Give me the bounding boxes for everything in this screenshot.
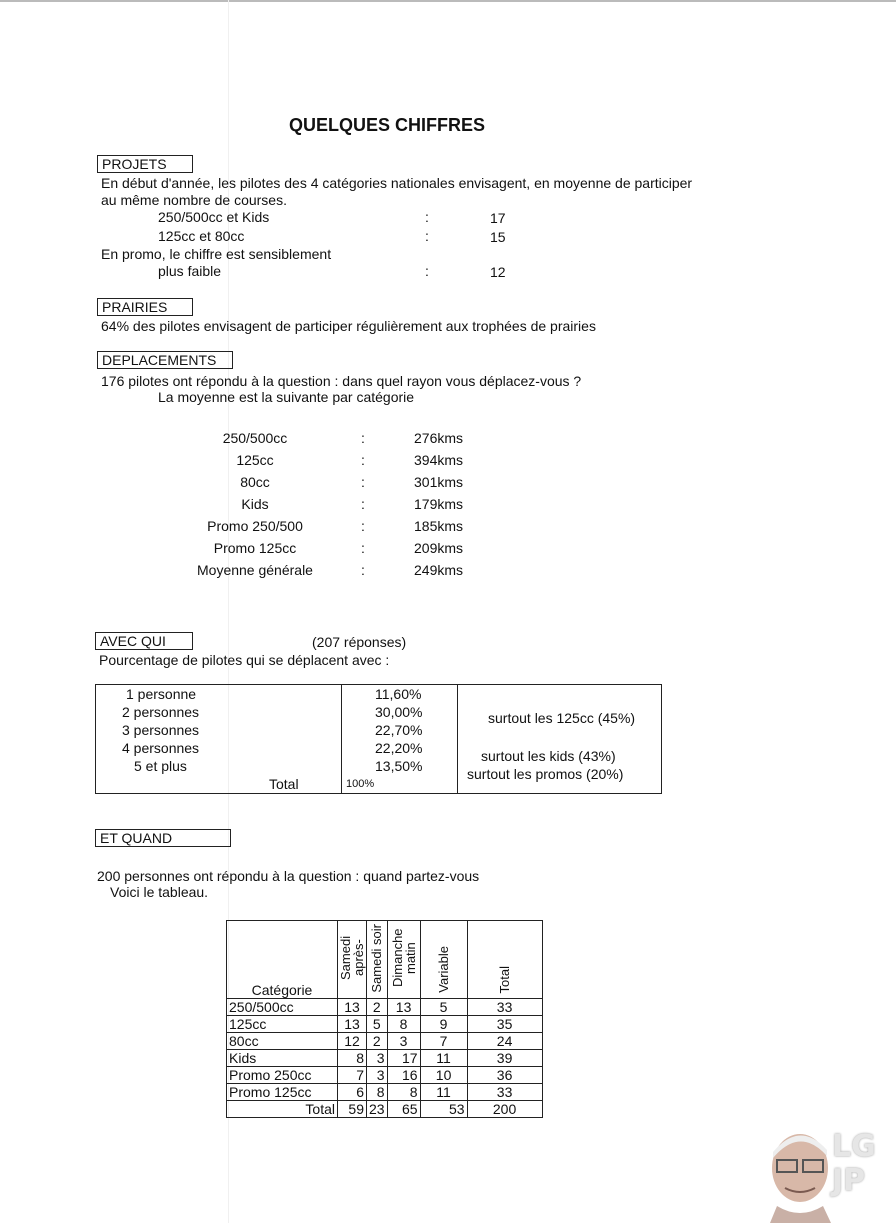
cell-total: 39 <box>467 1050 542 1067</box>
et-quand-heading: ET QUAND <box>95 829 231 847</box>
avec-qui-total-label: Total <box>269 776 299 792</box>
header-samedi-soir-text: Samedi soir <box>369 924 385 993</box>
avec-qui-label: 3 personnes <box>122 722 200 738</box>
cell-dimanche-matin: 16 <box>387 1067 420 1084</box>
deplacements-distance: 249kms <box>414 562 464 578</box>
scan-top-edge <box>0 0 896 2</box>
cell-samedi-apres: 8 <box>338 1050 367 1067</box>
projets-row-label: 125cc et 80cc <box>158 228 245 244</box>
deplacements-distance: 276kms <box>414 430 464 446</box>
cell-total: 35 <box>467 1016 542 1033</box>
table-row <box>227 999 543 1016</box>
avec-qui-label: 4 personnes <box>122 740 200 756</box>
avec-qui-note: surtout les kids (43%) <box>481 748 616 764</box>
deplacements-sep: : <box>361 452 365 468</box>
cell-variable: 5 <box>420 999 467 1016</box>
deplacements-heading: DEPLACEMENTS <box>97 351 233 369</box>
total-samedi-soir: 23 <box>367 1101 388 1118</box>
avec-qui-table <box>95 684 662 794</box>
cell-samedi-soir: 5 <box>367 1016 388 1033</box>
row-category: Promo 250cc <box>227 1067 338 1084</box>
deplacements-category: 250/500cc <box>222 430 288 446</box>
projets-row-label: 250/500cc et Kids <box>158 209 270 225</box>
avec-qui-note: surtout les promos (20%) <box>467 766 624 782</box>
cell-total: 33 <box>467 1084 542 1101</box>
deplacements-sep: : <box>361 518 365 534</box>
cell-samedi-soir: 8 <box>367 1084 388 1101</box>
projets-promo-line: En promo, le chiffre est sensiblement <box>101 246 332 262</box>
lgjp-logo: LG JP <box>832 1129 876 1198</box>
page-title: QUELQUES CHIFFRES <box>289 115 486 135</box>
deplacements-sep: : <box>361 474 365 490</box>
projets-row-sep: : <box>425 209 429 225</box>
avec-qui-percent: 22,20% <box>375 740 423 756</box>
et-quand-header-row <box>227 921 543 999</box>
table-row <box>227 1033 543 1050</box>
deplacements-line1: 176 pilotes ont répondu à la question : dans quel rayon vous déplacez-vous ? <box>101 373 582 389</box>
deplacements-category: Kids <box>241 496 269 512</box>
projets-row-value: 17 <box>490 210 506 226</box>
avec-qui-note: surtout les 125cc (45%) <box>488 710 636 726</box>
cell-samedi-soir: 3 <box>367 1050 388 1067</box>
total-samedi-apres: 59 <box>338 1101 367 1118</box>
deplacements-distance: 185kms <box>414 518 464 534</box>
deplacements-list <box>160 430 480 584</box>
deplacements-line2: La moyenne est la suivante par catégorie <box>158 389 415 405</box>
deplacements-category: 125cc <box>236 452 274 468</box>
header-samedi-apres-text: Samedi après- <box>338 935 366 981</box>
table-total-row <box>227 1101 543 1118</box>
deplacements-distance: 209kms <box>414 540 464 556</box>
total-variable: 53 <box>420 1101 467 1118</box>
header-variable <box>420 921 467 999</box>
cell-total: 33 <box>467 999 542 1016</box>
projets-promo-label: plus faible <box>158 263 222 279</box>
avec-qui-label: 2 personnes <box>122 704 200 720</box>
cell-variable: 11 <box>420 1084 467 1101</box>
cell-samedi-apres: 7 <box>338 1067 367 1084</box>
avec-qui-total-percent: 100% <box>346 778 375 790</box>
avec-qui-percents-cell <box>342 685 458 794</box>
avec-qui-labels-cell <box>96 685 342 794</box>
header-samedi-apres <box>338 921 367 999</box>
projets-heading: PROJETS <box>97 155 193 173</box>
cell-total: 36 <box>467 1067 542 1084</box>
et-quand-line1: 200 personnes ont répondu à la question : quand partez-vous <box>97 868 480 884</box>
cell-variable: 9 <box>420 1016 467 1033</box>
avec-qui-responses: (207 réponses) <box>312 634 407 650</box>
avec-qui-heading: AVEC QUI <box>95 632 193 650</box>
deplacements-row <box>160 474 480 496</box>
prairies-text: 64% des pilotes envisagent de participer régulièrement aux trophées de prairies <box>101 318 596 334</box>
table-row <box>227 1016 543 1033</box>
avec-qui-percent: 22,70% <box>375 722 423 738</box>
cell-dimanche-matin: 3 <box>387 1033 420 1050</box>
deplacements-row <box>160 562 480 584</box>
cell-samedi-soir: 2 <box>367 1033 388 1050</box>
deplacements-sep: : <box>361 430 365 446</box>
total-total: 200 <box>467 1101 542 1118</box>
cell-samedi-apres: 12 <box>338 1033 367 1050</box>
total-dimanche-matin: 65 <box>387 1101 420 1118</box>
total-row-label: Total <box>227 1101 338 1118</box>
table-row <box>227 1050 543 1067</box>
cell-samedi-soir: 3 <box>367 1067 388 1084</box>
avec-qui-percent: 11,60% <box>375 686 422 702</box>
table-row <box>227 1084 543 1101</box>
table-row <box>227 1067 543 1084</box>
projets-intro-line2: au même nombre de courses. <box>101 192 287 208</box>
deplacements-row <box>160 452 480 474</box>
row-category: 80cc <box>227 1033 338 1050</box>
et-quand-table <box>226 920 543 1118</box>
row-category: 125cc <box>227 1016 338 1033</box>
cell-variable: 10 <box>420 1067 467 1084</box>
header-total-text: Total <box>497 965 513 993</box>
projets-row-sep: : <box>425 228 429 244</box>
cell-samedi-apres: 13 <box>338 999 367 1016</box>
deplacements-distance: 394kms <box>414 452 464 468</box>
cell-dimanche-matin: 8 <box>387 1084 420 1101</box>
projets-row-value: 15 <box>490 229 506 245</box>
row-category: Kids <box>227 1050 338 1067</box>
avec-qui-label: 5 et plus <box>134 758 187 774</box>
et-quand-line2: Voici le tableau. <box>110 884 209 900</box>
prairies-heading: PRAIRIES <box>97 298 193 316</box>
projets-intro-line1: En début d'année, les pilotes des 4 catégories nationales envisagent, en moyenne de participer <box>101 175 693 191</box>
cell-samedi-apres: 13 <box>338 1016 367 1033</box>
deplacements-category: Promo 125cc <box>213 540 297 556</box>
row-category: Promo 125cc <box>227 1084 338 1101</box>
projets-promo-sep: : <box>425 263 429 279</box>
cell-dimanche-matin: 8 <box>387 1016 420 1033</box>
header-categorie: Catégorie <box>227 921 338 999</box>
avec-qui-subtitle: Pourcentage de pilotes qui se déplacent avec : <box>99 652 390 668</box>
avec-qui-notes-cell <box>458 685 662 794</box>
portrait-watermark <box>765 1128 835 1223</box>
cell-total: 24 <box>467 1033 542 1050</box>
deplacements-row <box>160 496 480 518</box>
deplacements-sep: : <box>361 540 365 556</box>
row-category: 250/500cc <box>227 999 338 1016</box>
deplacements-category: Promo 250/500 <box>207 518 303 534</box>
cell-samedi-apres: 6 <box>338 1084 367 1101</box>
cell-dimanche-matin: 13 <box>387 999 420 1016</box>
deplacements-category: Moyenne générale <box>197 562 313 578</box>
deplacements-distance: 301kms <box>414 474 464 490</box>
deplacements-distance: 179kms <box>414 496 464 512</box>
deplacements-row <box>160 430 480 452</box>
avec-qui-label: 1 personne <box>126 686 197 702</box>
cell-variable: 7 <box>420 1033 467 1050</box>
cell-variable: 11 <box>420 1050 467 1067</box>
deplacements-row <box>160 518 480 540</box>
deplacements-sep: : <box>361 496 365 512</box>
header-variable-text: Variable <box>436 946 452 993</box>
deplacements-row <box>160 540 480 562</box>
header-dimanche-matin-text: Dimanche matin <box>389 928 418 988</box>
cell-dimanche-matin: 17 <box>387 1050 420 1067</box>
header-total <box>467 921 542 999</box>
deplacements-category: 80cc <box>240 474 270 490</box>
avec-qui-percent: 13,50% <box>375 758 423 774</box>
header-samedi-soir <box>367 921 388 999</box>
cell-samedi-soir: 2 <box>367 999 388 1016</box>
avec-qui-percent: 30,00% <box>375 704 423 720</box>
projets-promo-value: 12 <box>490 264 506 280</box>
header-dimanche-matin <box>387 921 420 999</box>
deplacements-sep: : <box>361 562 365 578</box>
